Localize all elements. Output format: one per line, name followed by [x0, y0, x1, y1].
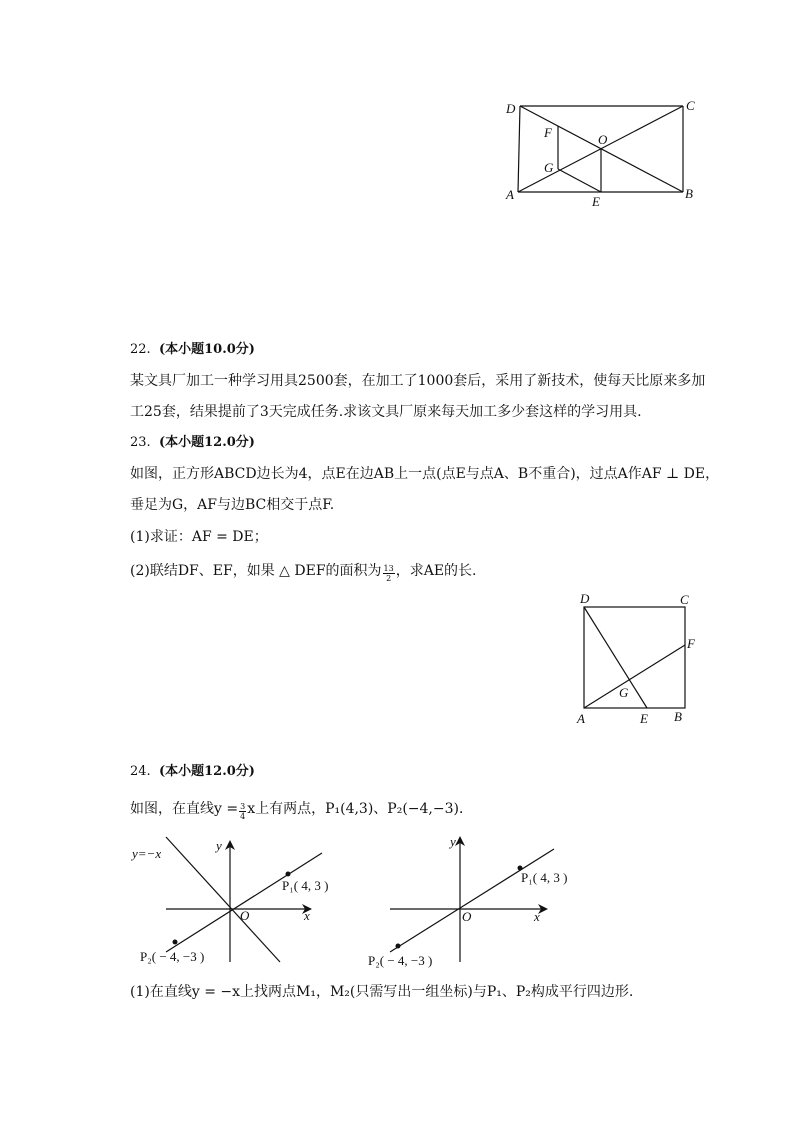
q22-line-1: 某文具厂加工一种学习用具2500套，在加工了1000套后，采用了新技术，使每天比原来多加 [130, 373, 706, 389]
q24-heading [130, 762, 255, 782]
label-F: F [687, 636, 695, 651]
y-axis-label: y [216, 838, 222, 853]
label-E: E [592, 194, 600, 209]
q23-score: (本小题12.0分) [158, 435, 255, 450]
q23-part-2-tail: ，求AE的长. [395, 563, 477, 579]
q21-figure [498, 92, 706, 212]
q22-heading [130, 340, 255, 360]
q23-part-1: (1)求证：AF = DE； [130, 529, 268, 545]
q23-heading [130, 433, 255, 453]
label-B: B [685, 186, 693, 201]
p2-label: P₂( − 4, −3 ) [368, 953, 433, 968]
q23-figure [570, 590, 700, 730]
x-axis-label: x [534, 909, 540, 924]
q24-score: (本小题12.0分) [158, 764, 255, 779]
q22-line-2: 工25套，结果提前了3天完成任务.求该文具厂原来每天加工多少套这样的学习用具. [130, 404, 642, 420]
q24-intro-text: 如图，在直线y = [130, 801, 239, 817]
q24-intro-tail: x上有两点，P₁(4,3)、P₂(−4,−3)． [247, 801, 473, 817]
square-ABCD [584, 607, 685, 708]
segment-DE [584, 607, 647, 708]
origin-label: O [462, 909, 472, 924]
origin-label: O [240, 908, 250, 923]
point-p2 [396, 944, 401, 949]
label-D: D [506, 101, 516, 116]
segment-AF [584, 645, 685, 708]
q24-left-figure [128, 832, 360, 974]
p1-label: P₁( 4, 3 ) [282, 878, 329, 893]
label-A: A [506, 187, 514, 202]
q23-number: 23. [130, 435, 151, 450]
y-axis-label: y [450, 834, 456, 849]
p1-label: P₁( 4, 3 ) [521, 870, 568, 885]
label-B: B [674, 709, 682, 724]
label-G: G [619, 685, 629, 700]
q24-right-figure [360, 832, 592, 974]
point-p2 [173, 940, 178, 945]
side-DA [518, 106, 520, 192]
q24-part-1: (1)在直线y = −x上找两点M₁，M₂(只需写出一组坐标)与P₁、P₂构成平行四边形. [130, 984, 634, 1000]
label-G: G [544, 160, 554, 175]
label-C: C [680, 592, 689, 607]
q24-intro [130, 799, 473, 821]
line-y-eq-3-4-x [390, 849, 554, 952]
label-O: O [598, 132, 608, 147]
label-E: E [640, 711, 648, 726]
line-y-eq-3-4-x [166, 853, 322, 952]
q22-number: 22. [130, 342, 151, 357]
label-A: A [577, 711, 585, 726]
q23-line-1: 如图，正方形ABCD边长为4，点E在边AB上一点(点E与点A、B不重合)，过点A作AF ⊥ DE， [130, 466, 720, 482]
q24-number: 24. [130, 764, 151, 779]
x-axis-label: x [304, 908, 310, 923]
q23-line-2: 垂足为G，AF与边BC相交于点F. [130, 497, 335, 513]
q23-area-fraction: $\frac{13}{2}$ [383, 564, 394, 583]
label-F: F [544, 125, 552, 140]
p2-label: P₂( − 4, −3 ) [140, 949, 205, 964]
q24-slope-fraction: $\frac{3}{4}$ [240, 802, 246, 821]
q22-score: (本小题10.0分) [158, 342, 255, 357]
point-p1 [286, 872, 291, 877]
segment-GE [558, 169, 601, 192]
q23-part-2-text: (2)联结DF、EF，如果 △ DEF的面积为 [130, 563, 382, 579]
label-C: C [686, 98, 695, 113]
q23-part-2 [130, 561, 477, 583]
label-D: D [580, 591, 590, 606]
line-y-eq-neg-x [166, 837, 280, 962]
line-label: y=−x [132, 846, 162, 861]
